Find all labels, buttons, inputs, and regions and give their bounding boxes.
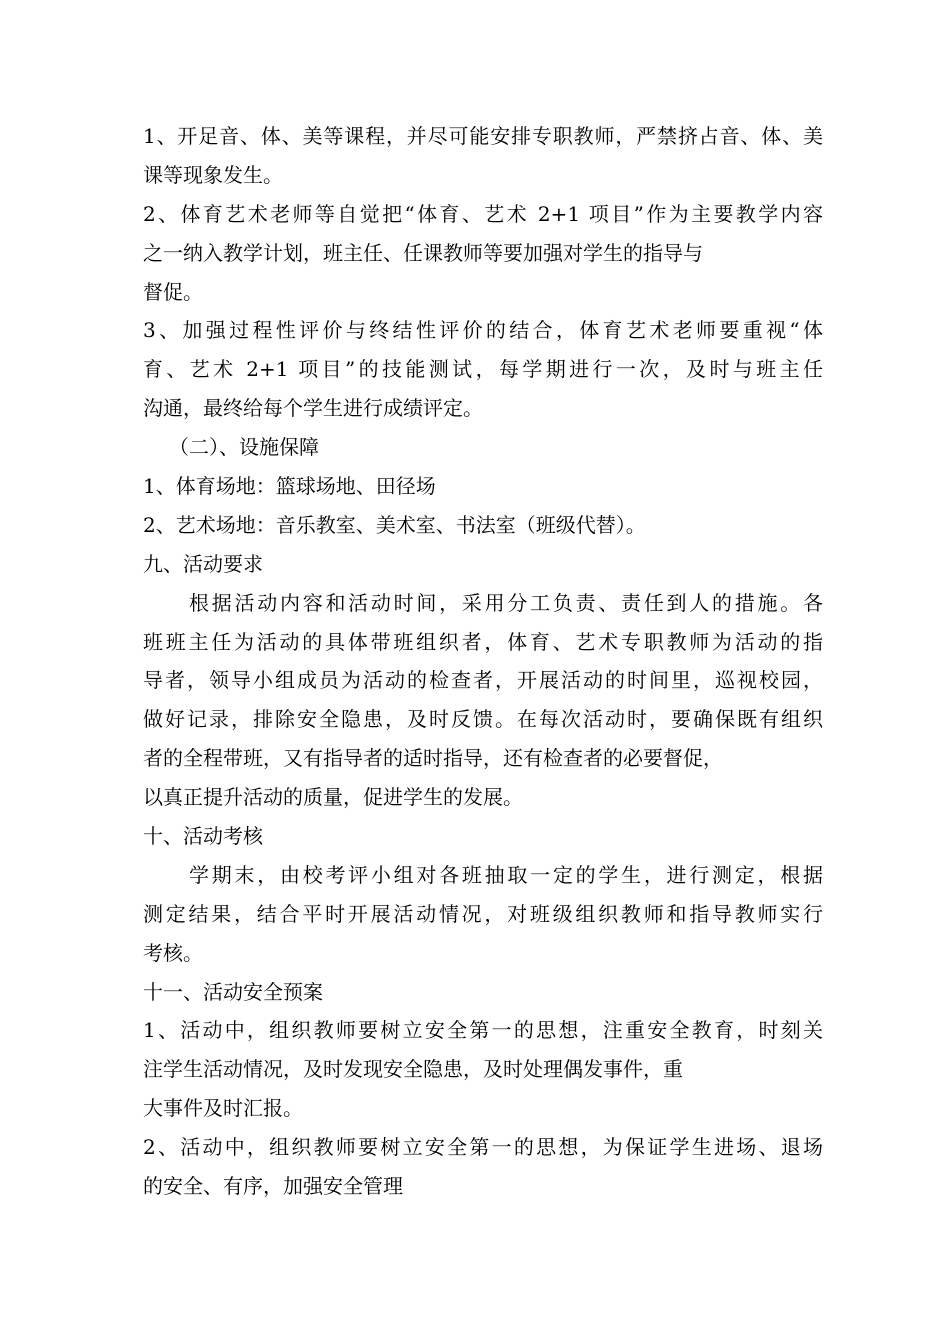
section-heading: 九、活动要求 [143,551,263,576]
text-line: 根据活动内容和活动时间，采用分工负责、责任到人的措施。各 [189,590,823,615]
text-line: 做好记录，排除安全隐患，及时反馈。在每次活动时，要确保既有组织 [143,707,823,732]
text-line: 育、艺术 2+1 项目”的技能测试，每学期进行一次，及时与班主任 [143,357,823,382]
text-line: 2、活动中，组织教师要树立安全第一的思想，为保证学生进场、退场 [143,1135,823,1160]
section-heading: 十一、活动安全预案 [143,979,323,1004]
text-line: 学期末，由校考评小组对各班抽取一定的学生，进行测定，根据 [189,862,823,887]
text-line: 班班主任为活动的具体带班组织者，体育、艺术专职教师为活动的指 [143,629,823,654]
document-body [143,117,823,1206]
text-line: 以真正提升活动的质量，促进学生的发展。 [143,785,523,810]
text-line: 之一纳入教学计划，班主任、任课教师等要加强对学生的指导与 [143,240,703,265]
section-heading: 十、活动考核 [143,824,263,849]
text-line: 3、加强过程性评价与终结性评价的结合，体育艺术老师要重视“体 [143,318,823,343]
text-line: 1、活动中，组织教师要树立安全第一的思想，注重安全教育，时刻关 [143,1018,823,1043]
text-line: 2、体育艺术老师等自觉把“体育、艺术 2+1 项目”作为主要教学内容 [143,201,823,226]
text-line: 的安全、有序，加强安全管理 [143,1174,403,1199]
text-line: 课等现象发生。 [143,162,283,187]
text-line: 者的全程带班，又有指导者的适时指导，还有检查者的必要督促， [143,746,723,771]
text-line: 1、体育场地：篮球场地、田径场 [143,474,436,499]
text-line: 沟通，最终给每个学生进行成绩评定。 [143,396,483,421]
text-line: 测定结果，结合平时开展活动情况，对班级组织教师和指导教师实行 [143,901,823,926]
section-heading: （二）、设施保障 [169,435,319,460]
text-line: 注学生活动情况，及时发现安全隐患，及时处理偶发事件，重 [143,1057,683,1082]
text-line: 导者，领导小组成员为活动的检查者，开展活动的时间里，巡视校园， [143,668,823,693]
text-line: 考核。 [143,940,203,965]
text-line: 1、开足音、体、美等课程，并尽可能安排专职教师，严禁挤占音、体、美 [143,124,823,148]
text-line: 2、艺术场地：音乐教室、美术室、书法室（班级代替）。 [143,512,646,537]
text-line: 督促。 [143,279,203,304]
text-line: 大事件及时汇报。 [143,1096,303,1121]
